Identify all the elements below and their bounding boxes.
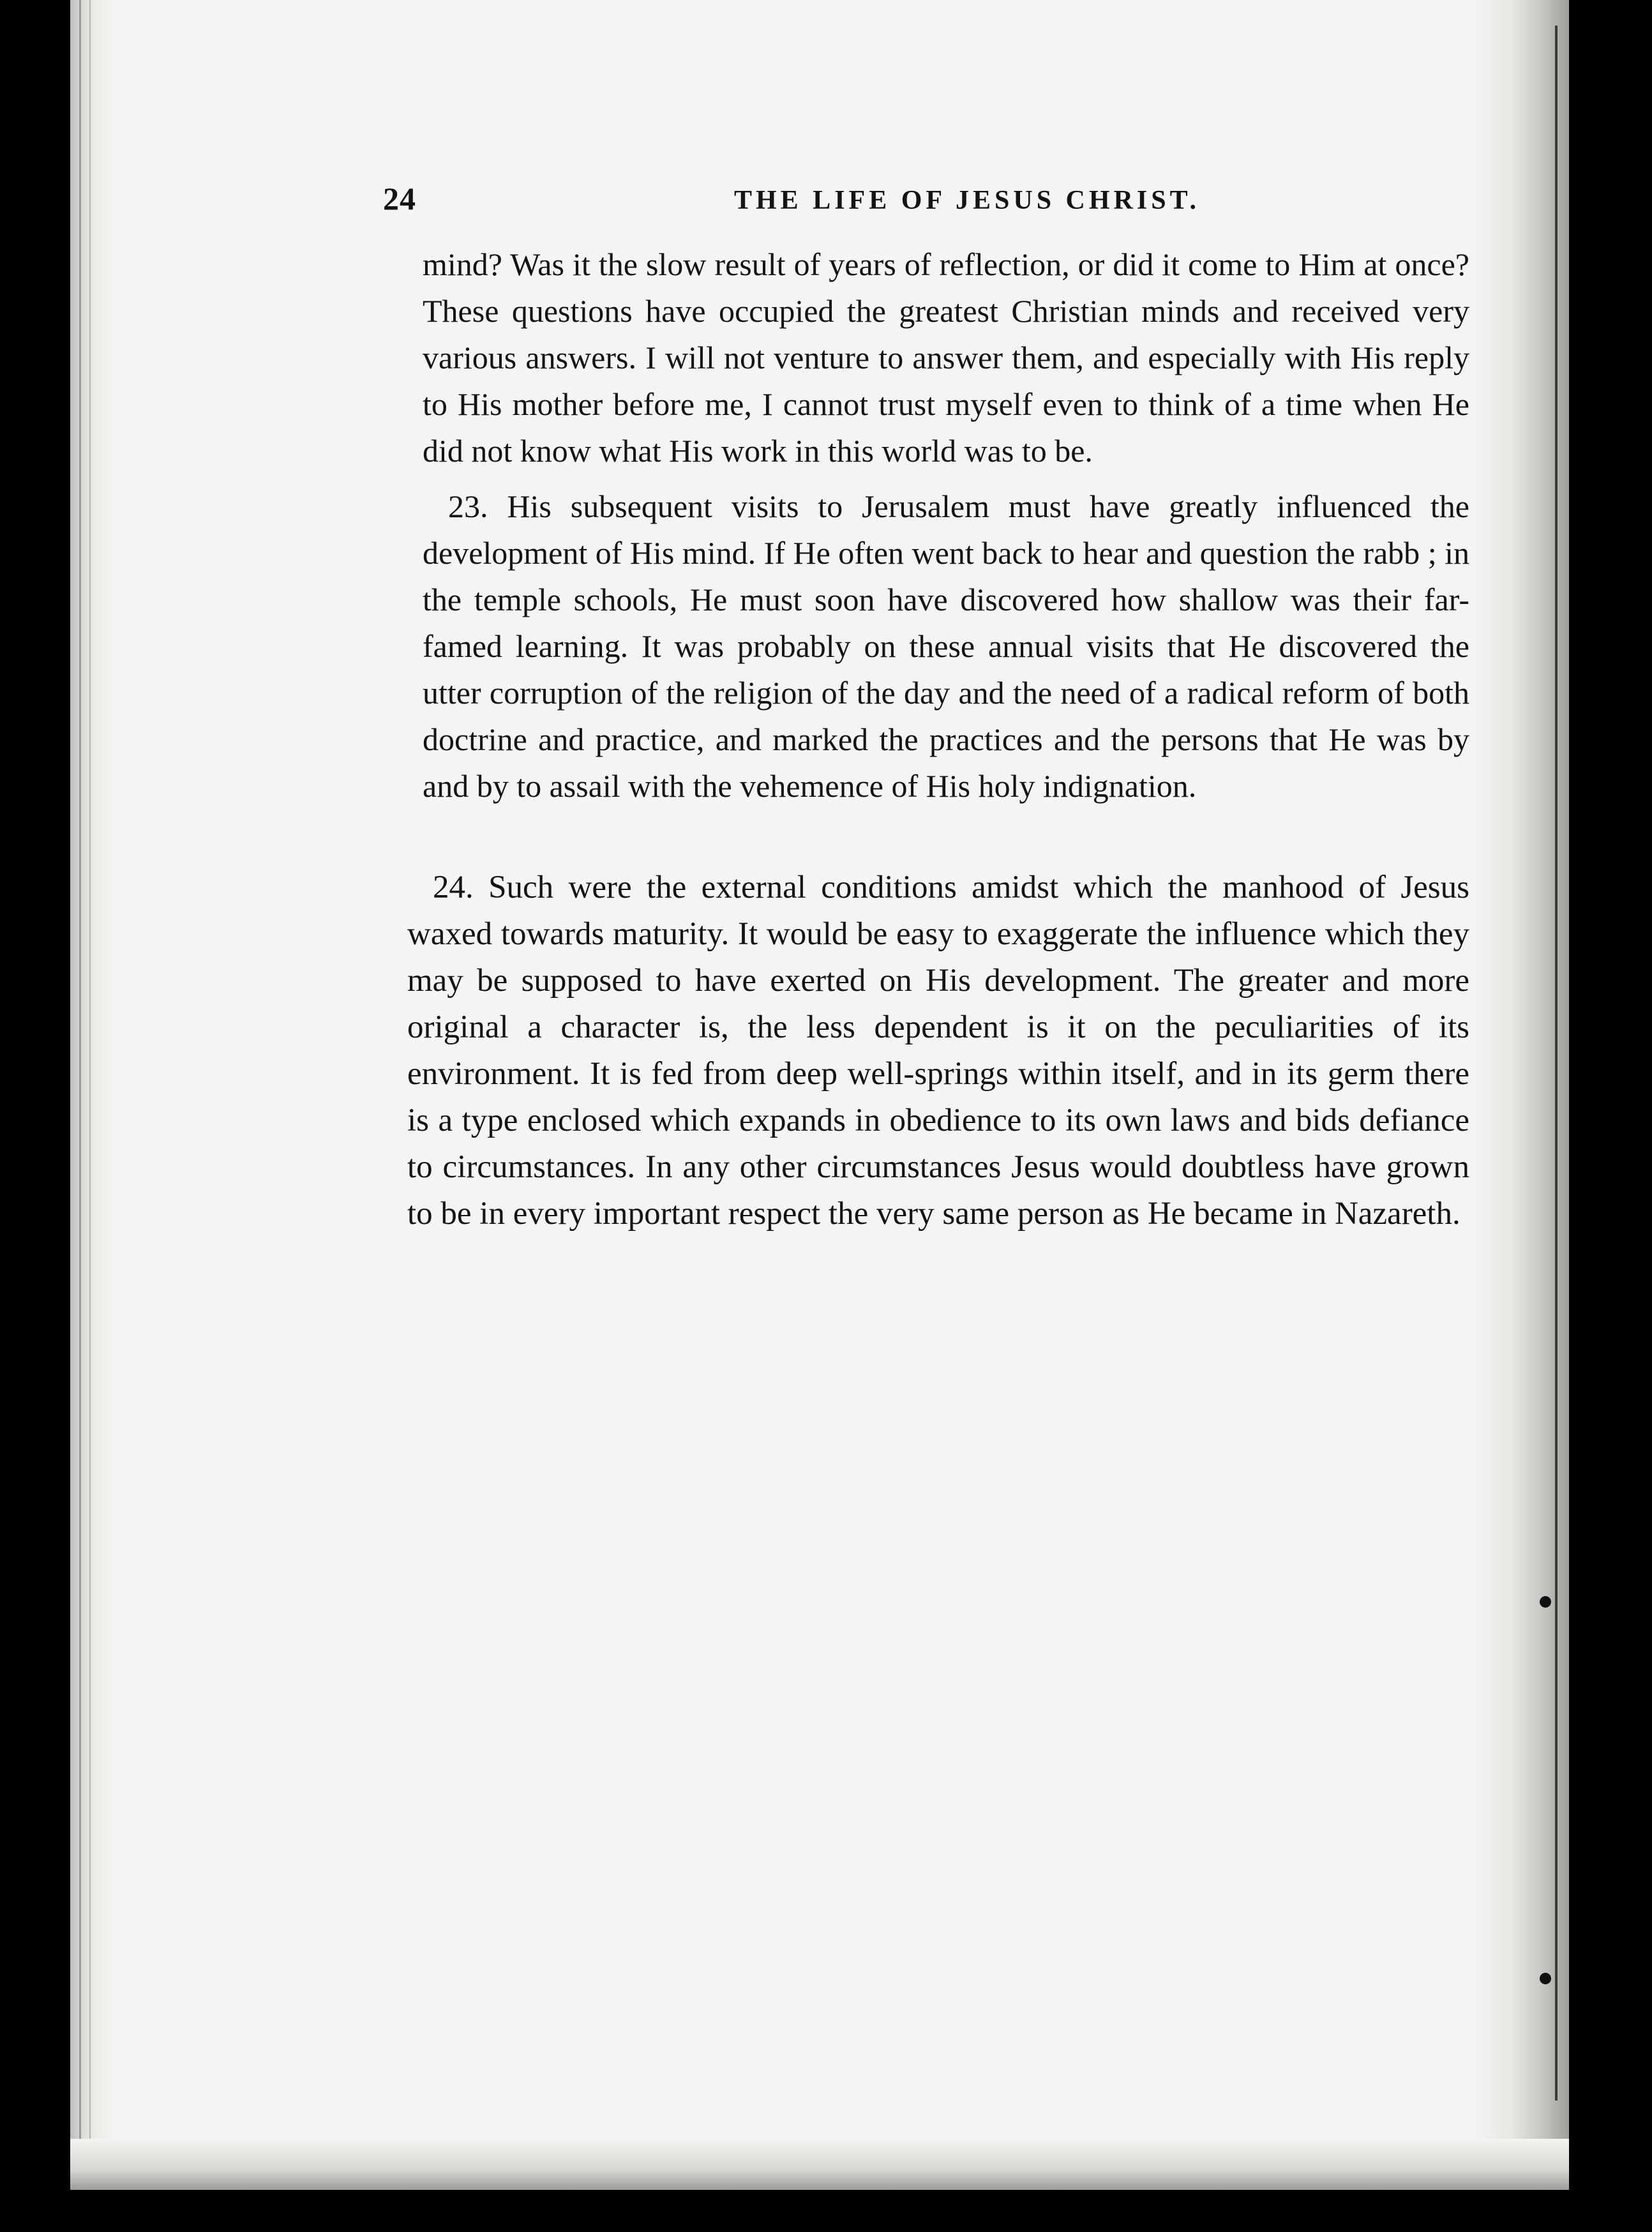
page-edge-line [1555, 26, 1558, 2100]
book-page [70, 0, 1569, 2190]
binding-line [89, 0, 91, 2190]
page-right-edge [1473, 0, 1569, 2190]
page-number: 24 [383, 181, 416, 216]
page-bottom-edge [70, 2139, 1569, 2190]
page-binding-edge [70, 0, 115, 2190]
page-body-text [407, 241, 1469, 1237]
binding-line [79, 0, 81, 2190]
paragraph-24: 24. Such were the external conditions amidst which the manhood of Jesus waxed towards maturity. It would be easy to exaggerate the influence which they may be supposed to have exerted on His development. The greater and more original a character is, the less dependent is it on the peculiarities of its environment. It is fed from deep well-springs within itself, and in its germ there is a type enclosed which expands in obedience to its own laws and bids defiance to circumstances. In any other circumstances Jesus would doubtless have grown to be in every important respect the very same person as He became in Nazareth. [407, 870, 1469, 1232]
page-header [383, 180, 1468, 231]
paragraph-23: 23. His subsequent visits to Jerusalem must have greatly influenced the development of His mind. If He often went back to hear and question the rabb ; in the temple schools, He must soon have discovered how shallow was their far-famed learning. It was probably on these annual visits that He discovered the utter corruption of the religion of the day and the need of a radical reform of both doctrine and practice, and marked the practices and the persons that He was by and by to assail with the vehemence of His holy indignation. [423, 488, 1469, 804]
paragraph-continuation: mind? Was it the slow result of years of reflection, or did it come to Him at once? These questions have occupied the greatest Christian minds and received very various answers. I will not venture to answer them, and especially with His reply to His mother before me, I cannot trust myself even to think of a time when He did not know what His work in this world was to be. [423, 246, 1469, 469]
running-title: THE LIFE OF JESUS CHRIST. [734, 186, 1200, 215]
edge-mark [1540, 1596, 1551, 1608]
edge-mark [1540, 1973, 1551, 1984]
